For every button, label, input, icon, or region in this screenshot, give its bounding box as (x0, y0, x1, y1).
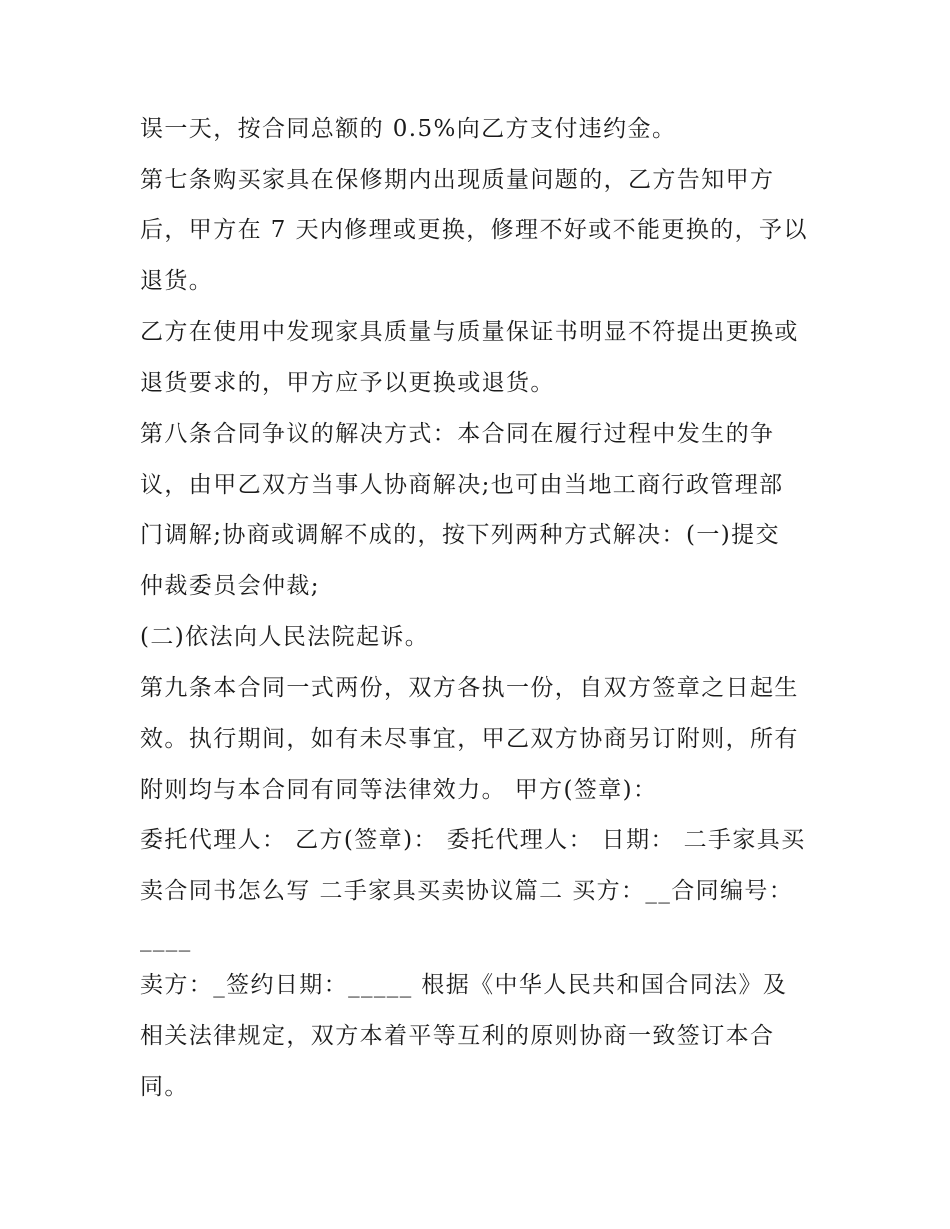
text-line: 退货要求的，甲方应予以更换或退货。 (140, 370, 555, 396)
text-line: 效。执行期间，如有未尽事宜，甲乙双方协商另订附则，所有 (140, 726, 799, 752)
text-line: 第八条合同争议的解决方式：本合同在履行过程中发生的争 (140, 421, 775, 447)
text-line: 后，甲方在 7 天内修理或更换，修理不好或不能更换的，予以 (140, 217, 808, 243)
text-line: 第九条本合同一式两份，双方各执一份，自双方签章之日起生 (140, 675, 799, 701)
text-line: 误一天，按合同总额的 0.5%向乙方支付违约金。 (140, 116, 677, 142)
text-line: ____ (140, 926, 192, 952)
text-line: (二)依法向人民法院起诉。 (140, 624, 430, 650)
text-line: 退货。 (140, 268, 214, 294)
text-line: 卖合同书怎么写 二手家具买卖协议篇二 买方：__合同编号： (140, 878, 794, 904)
text-line: 卖方：_签约日期：_____ 根据《中华人民共和国合同法》及 (140, 972, 788, 998)
text-line: 门调解;协商或调解不成的，按下列两种方式解决：(一)提交 (140, 522, 780, 548)
text-line: 仲裁委员会仲裁; (140, 573, 320, 599)
text-line: 委托代理人： 乙方(签章)： 委托代理人： 日期： 二手家具买 (140, 827, 806, 853)
text-line: 同。 (140, 1074, 189, 1100)
text-line: 乙方在使用中发现家具质量与质量保证书明显不符提出更换或 (140, 319, 799, 345)
text-line: 第七条购买家具在保修期内出现质量问题的，乙方告知甲方 (140, 167, 775, 193)
text-line: 议，由甲乙双方当事人协商解决;也可由当地工商行政管理部 (140, 472, 784, 498)
text-line: 附则均与本合同有同等法律效力。 甲方(签章)： (140, 777, 658, 803)
text-line: 相关法律规定，双方本着平等互利的原则协商一致签订本合 (140, 1023, 775, 1049)
